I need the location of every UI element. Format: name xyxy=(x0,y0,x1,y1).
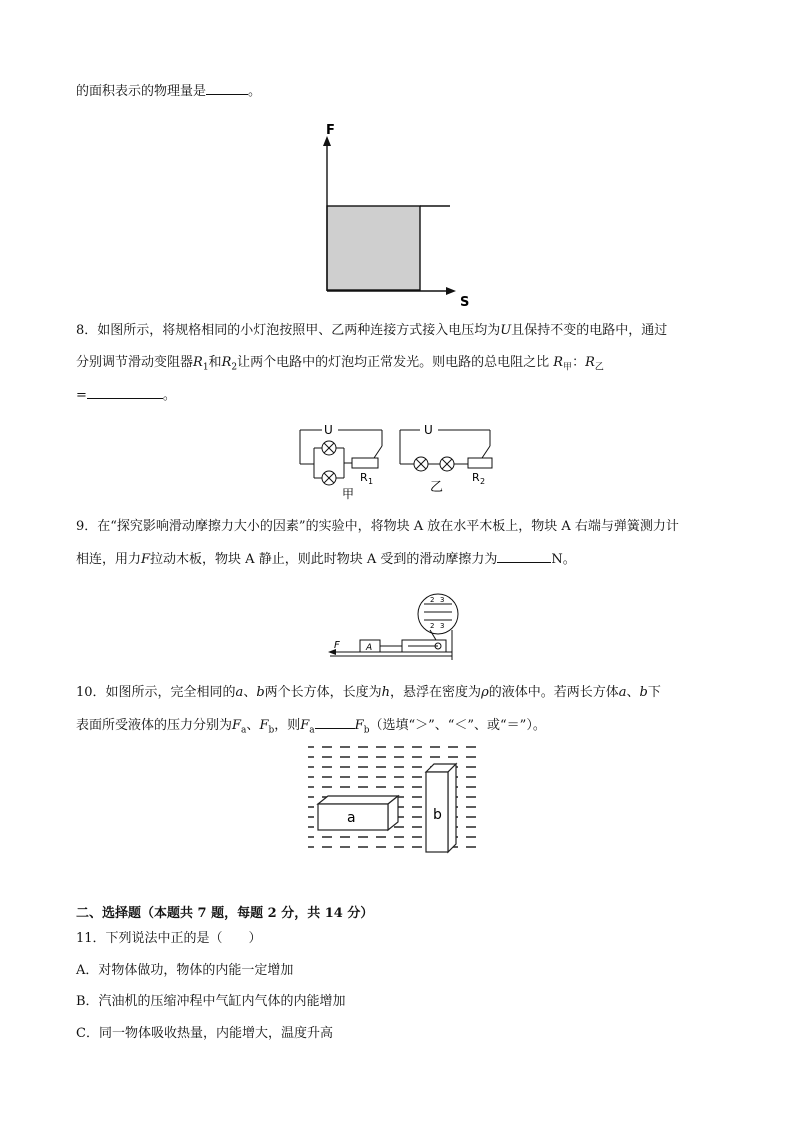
q8-r1-sub: 1 xyxy=(202,362,209,373)
q8-text-2a: 分别调节滑动变阻器 xyxy=(76,355,194,370)
jia-label: 甲 xyxy=(342,487,355,501)
block-a-label: A xyxy=(366,643,373,653)
q8-line2 xyxy=(76,354,604,377)
q10-a2: a xyxy=(618,685,627,700)
q10-text-2a: 表面所受液体的压力分别为 xyxy=(76,718,233,733)
y-axis-label: F xyxy=(326,123,335,138)
q9-line1 xyxy=(76,518,679,536)
q8-text-1: 8．如图所示，将规格相同的小灯泡按照甲、乙两种连接方式接入电压均为 xyxy=(76,323,501,338)
q10-text-2b: ，则 xyxy=(274,718,301,733)
q8-ratio-a-sub: 甲 xyxy=(563,362,573,373)
q7-line xyxy=(76,82,261,101)
q7-text: 的面积表示的物理量是 xyxy=(76,84,207,99)
q10-fb: F xyxy=(259,718,269,733)
q10-sep2: 、 xyxy=(626,685,640,700)
q8-ratio-b: R xyxy=(585,355,595,370)
q8-line3 xyxy=(76,386,176,405)
zoom-circle xyxy=(418,594,458,634)
q10-fa2-sub: a xyxy=(309,725,315,736)
q9-f: F xyxy=(141,552,151,567)
q9-unit: N。 xyxy=(551,552,576,567)
q10-b: b xyxy=(256,685,265,700)
q9-text-2a: 相连，用力 xyxy=(76,552,142,567)
q8-text-2b: 让两个电路中的灯泡均正常发光。则电路的总电阻之比 xyxy=(237,355,550,370)
q10-blank xyxy=(315,716,355,729)
yi-label: 乙 xyxy=(430,480,444,495)
q10-text-1c: ，悬浮在密度为 xyxy=(390,685,482,700)
block-a-label: a xyxy=(347,810,356,826)
scale-mark-3: 2 xyxy=(430,622,435,630)
q8-text-1b: 且保持不变的电路中，通过 xyxy=(511,323,668,338)
circuit-diagram xyxy=(292,418,502,504)
q10-text-1b: 两个长方体，长度为 xyxy=(264,685,382,700)
q8-r2: R xyxy=(221,355,232,370)
q8-eq: = xyxy=(76,388,87,403)
q10-fa-sub: a xyxy=(241,725,247,736)
q10-fb2-sub: b xyxy=(363,725,370,736)
q10-fa2: F xyxy=(300,718,310,733)
block-b-label: b xyxy=(433,807,442,823)
scale-mark-2: 3 xyxy=(440,596,445,604)
q10-comma: 、 xyxy=(246,718,260,733)
q8-and: 和 xyxy=(208,355,222,370)
force-distance-graph xyxy=(310,118,480,310)
q11-stem: 11．下列说法中正的是（ ） xyxy=(76,931,262,946)
q10-fb-sub: b xyxy=(268,725,275,736)
yi-slider-arrow xyxy=(482,446,490,458)
q8-blank xyxy=(87,386,163,399)
q10-line2 xyxy=(76,716,546,740)
yi-rheostat xyxy=(468,458,492,468)
q10-fb2: F xyxy=(354,718,364,733)
jia-r-label: R xyxy=(360,471,368,484)
q10-text-2c: （选填“＞”、“＜”、或“＝”）。 xyxy=(369,718,546,733)
q8-ratio-a: R xyxy=(553,355,564,370)
q10-sep: 、 xyxy=(243,685,257,700)
q7-end: 。 xyxy=(248,84,262,99)
q11-option-b: B．汽油机的压缩冲程中气缸内气体的内能增加 xyxy=(76,994,346,1009)
jia-rheostat xyxy=(352,458,378,468)
scale-mark-1: 2 xyxy=(430,596,435,604)
block-b-side xyxy=(448,764,456,852)
zoom-pointer-line xyxy=(430,630,436,640)
q10-rho: ρ xyxy=(481,685,489,700)
jia-u-label: U xyxy=(324,423,333,437)
yi-u-label: U xyxy=(424,423,433,437)
friction-apparatus xyxy=(326,590,466,666)
q8-ratio-b-sub: 乙 xyxy=(594,362,604,373)
q9-text-2b: 拉动木板，物块 A 静止，则此时物块 A 受到的滑动摩擦力为 xyxy=(150,552,498,567)
force-label: F xyxy=(334,640,340,651)
q8-r2-sub: 2 xyxy=(231,362,238,373)
jia-slider-arrow xyxy=(374,446,382,458)
q10-line1 xyxy=(76,684,661,702)
q10-text-1e: 下 xyxy=(647,685,661,700)
q10-text-1d: 的液体中。若两长方体 xyxy=(488,685,619,700)
block-a-top xyxy=(318,796,398,804)
q8-r1: R xyxy=(193,355,203,370)
q9-line2 xyxy=(76,550,576,569)
liquid-figure xyxy=(304,742,486,860)
jia-r-sub: 1 xyxy=(368,477,374,486)
yi-r-sub: 2 xyxy=(480,477,486,486)
section-2-title: 二、选择题（本题共 7 题，每题 2 分，共 14 分） xyxy=(76,906,374,921)
q10-text-1a: 10．如图所示，完全相同的 xyxy=(76,685,236,700)
q7-blank xyxy=(206,82,248,95)
q10-h: h xyxy=(381,685,391,700)
q8-end: 。 xyxy=(162,388,176,403)
q8-u: U xyxy=(500,323,512,338)
q11-option-a: A．对物体做功，物体的内能一定增加 xyxy=(76,963,294,978)
q8-colon: ： xyxy=(572,355,586,370)
q8-line1 xyxy=(76,322,667,340)
scale-mark-4: 3 xyxy=(440,622,445,630)
work-area-rect xyxy=(327,206,420,290)
x-axis-label: S xyxy=(460,295,470,310)
q10-b2: b xyxy=(639,685,648,700)
q10-fa: F xyxy=(232,718,242,733)
q9-blank xyxy=(497,550,551,563)
q11-option-c: C．同一物体吸收热量，内能增大，温度升高 xyxy=(76,1026,333,1041)
yi-r-label: R xyxy=(472,471,480,484)
q10-a: a xyxy=(235,685,244,700)
q9-text-1: 9．在“探究影响滑动摩擦力大小的因素”的实验中，将物块 A 放在水平木板上，物块 A 右端与弹簧测力计 xyxy=(76,519,679,534)
x-axis-arrow xyxy=(446,287,456,295)
